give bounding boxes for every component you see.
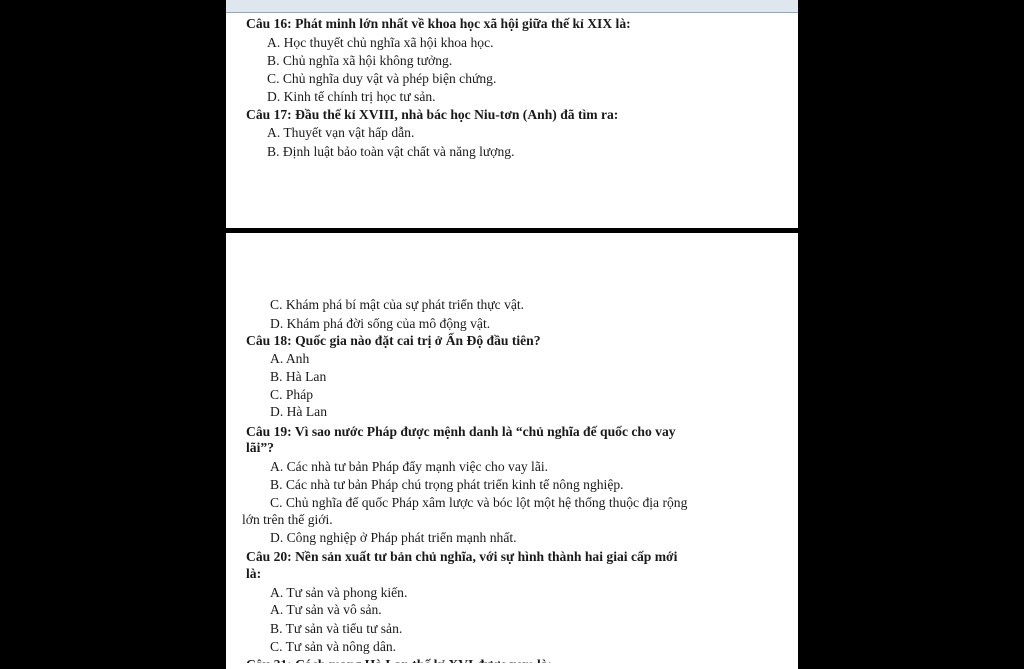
q18-option-b: B. Hà Lan (270, 369, 327, 384)
q16-option-b: B. Chủ nghĩa xã hội không tưởng. (267, 53, 453, 68)
question-17: Câu 17: Đầu thế kỉ XVIII, nhà bác học Niu-tơn (Anh) đã tìm ra: (246, 107, 619, 122)
q17-option-c: C. Khám phá bí mật của sự phát triển thực vật. (270, 297, 525, 312)
q19-option-b: B. Các nhà tư bản Pháp chú trọng phát triển kinh tế nông nghiệp. (270, 477, 624, 492)
q18-option-d: D. Hà Lan (270, 404, 327, 419)
q20-option-a: A. Tư sản và phong kiến. (270, 585, 408, 600)
page-top-strip (226, 0, 798, 13)
page-cut-edge (226, 663, 798, 669)
q20-option-c: C. Tư sản và nông dân. (270, 639, 397, 654)
document-page-bottom (226, 233, 798, 669)
q18-option-c: C. Pháp (270, 387, 314, 402)
q20-option-a-2: A. Tư sản và vô sản. (270, 602, 382, 617)
q19-option-a: A. Các nhà tư bản Pháp đẩy mạnh việc cho vay lãi. (270, 459, 549, 474)
question-20: Câu 20: Nền sản xuất tư bản chủ nghĩa, với sự hình thành hai giai cấp mới (246, 549, 678, 564)
q18-option-a: A. Anh (270, 351, 310, 366)
question-19: Câu 19: Vì sao nước Pháp được mệnh danh là “chủ nghĩa đế quốc cho vay (246, 424, 676, 439)
q17-option-a: A. Thuyết vạn vật hấp dẫn. (267, 125, 415, 140)
q19-option-d: D. Công nghiệp ở Pháp phát triển mạnh nhất. (270, 530, 517, 545)
question-16: Câu 16: Phát minh lớn nhất về khoa học xã hội giữa thế kỉ XIX là: (246, 16, 631, 31)
question-20-cont: là: (246, 566, 262, 581)
q16-option-a: A. Học thuyết chủ nghĩa xã hội khoa học. (267, 35, 494, 50)
q17-option-b: B. Định luật bảo toàn vật chất và năng lượng. (267, 144, 515, 159)
q19-option-c: C. Chủ nghĩa đế quốc Pháp xâm lược và bóc lột một hệ thống thuộc địa rộng (270, 495, 688, 510)
q17-option-d: D. Khám phá đời sống của mô động vật. (270, 316, 491, 331)
q19-option-c-cont: lớn trên thế giới. (242, 512, 333, 527)
q16-option-c: C. Chủ nghĩa duy vật và phép biện chứng. (267, 71, 497, 86)
question-19-cont: lãi”? (246, 440, 274, 455)
q16-option-d: D. Kinh tế chính trị học tư sản. (267, 89, 436, 104)
document-page-top (226, 0, 798, 228)
question-18: Câu 18: Quốc gia nào đặt cai trị ở Ấn Độ đầu tiên? (246, 333, 541, 348)
q20-option-b: B. Tư sản và tiểu tư sản. (270, 621, 403, 636)
